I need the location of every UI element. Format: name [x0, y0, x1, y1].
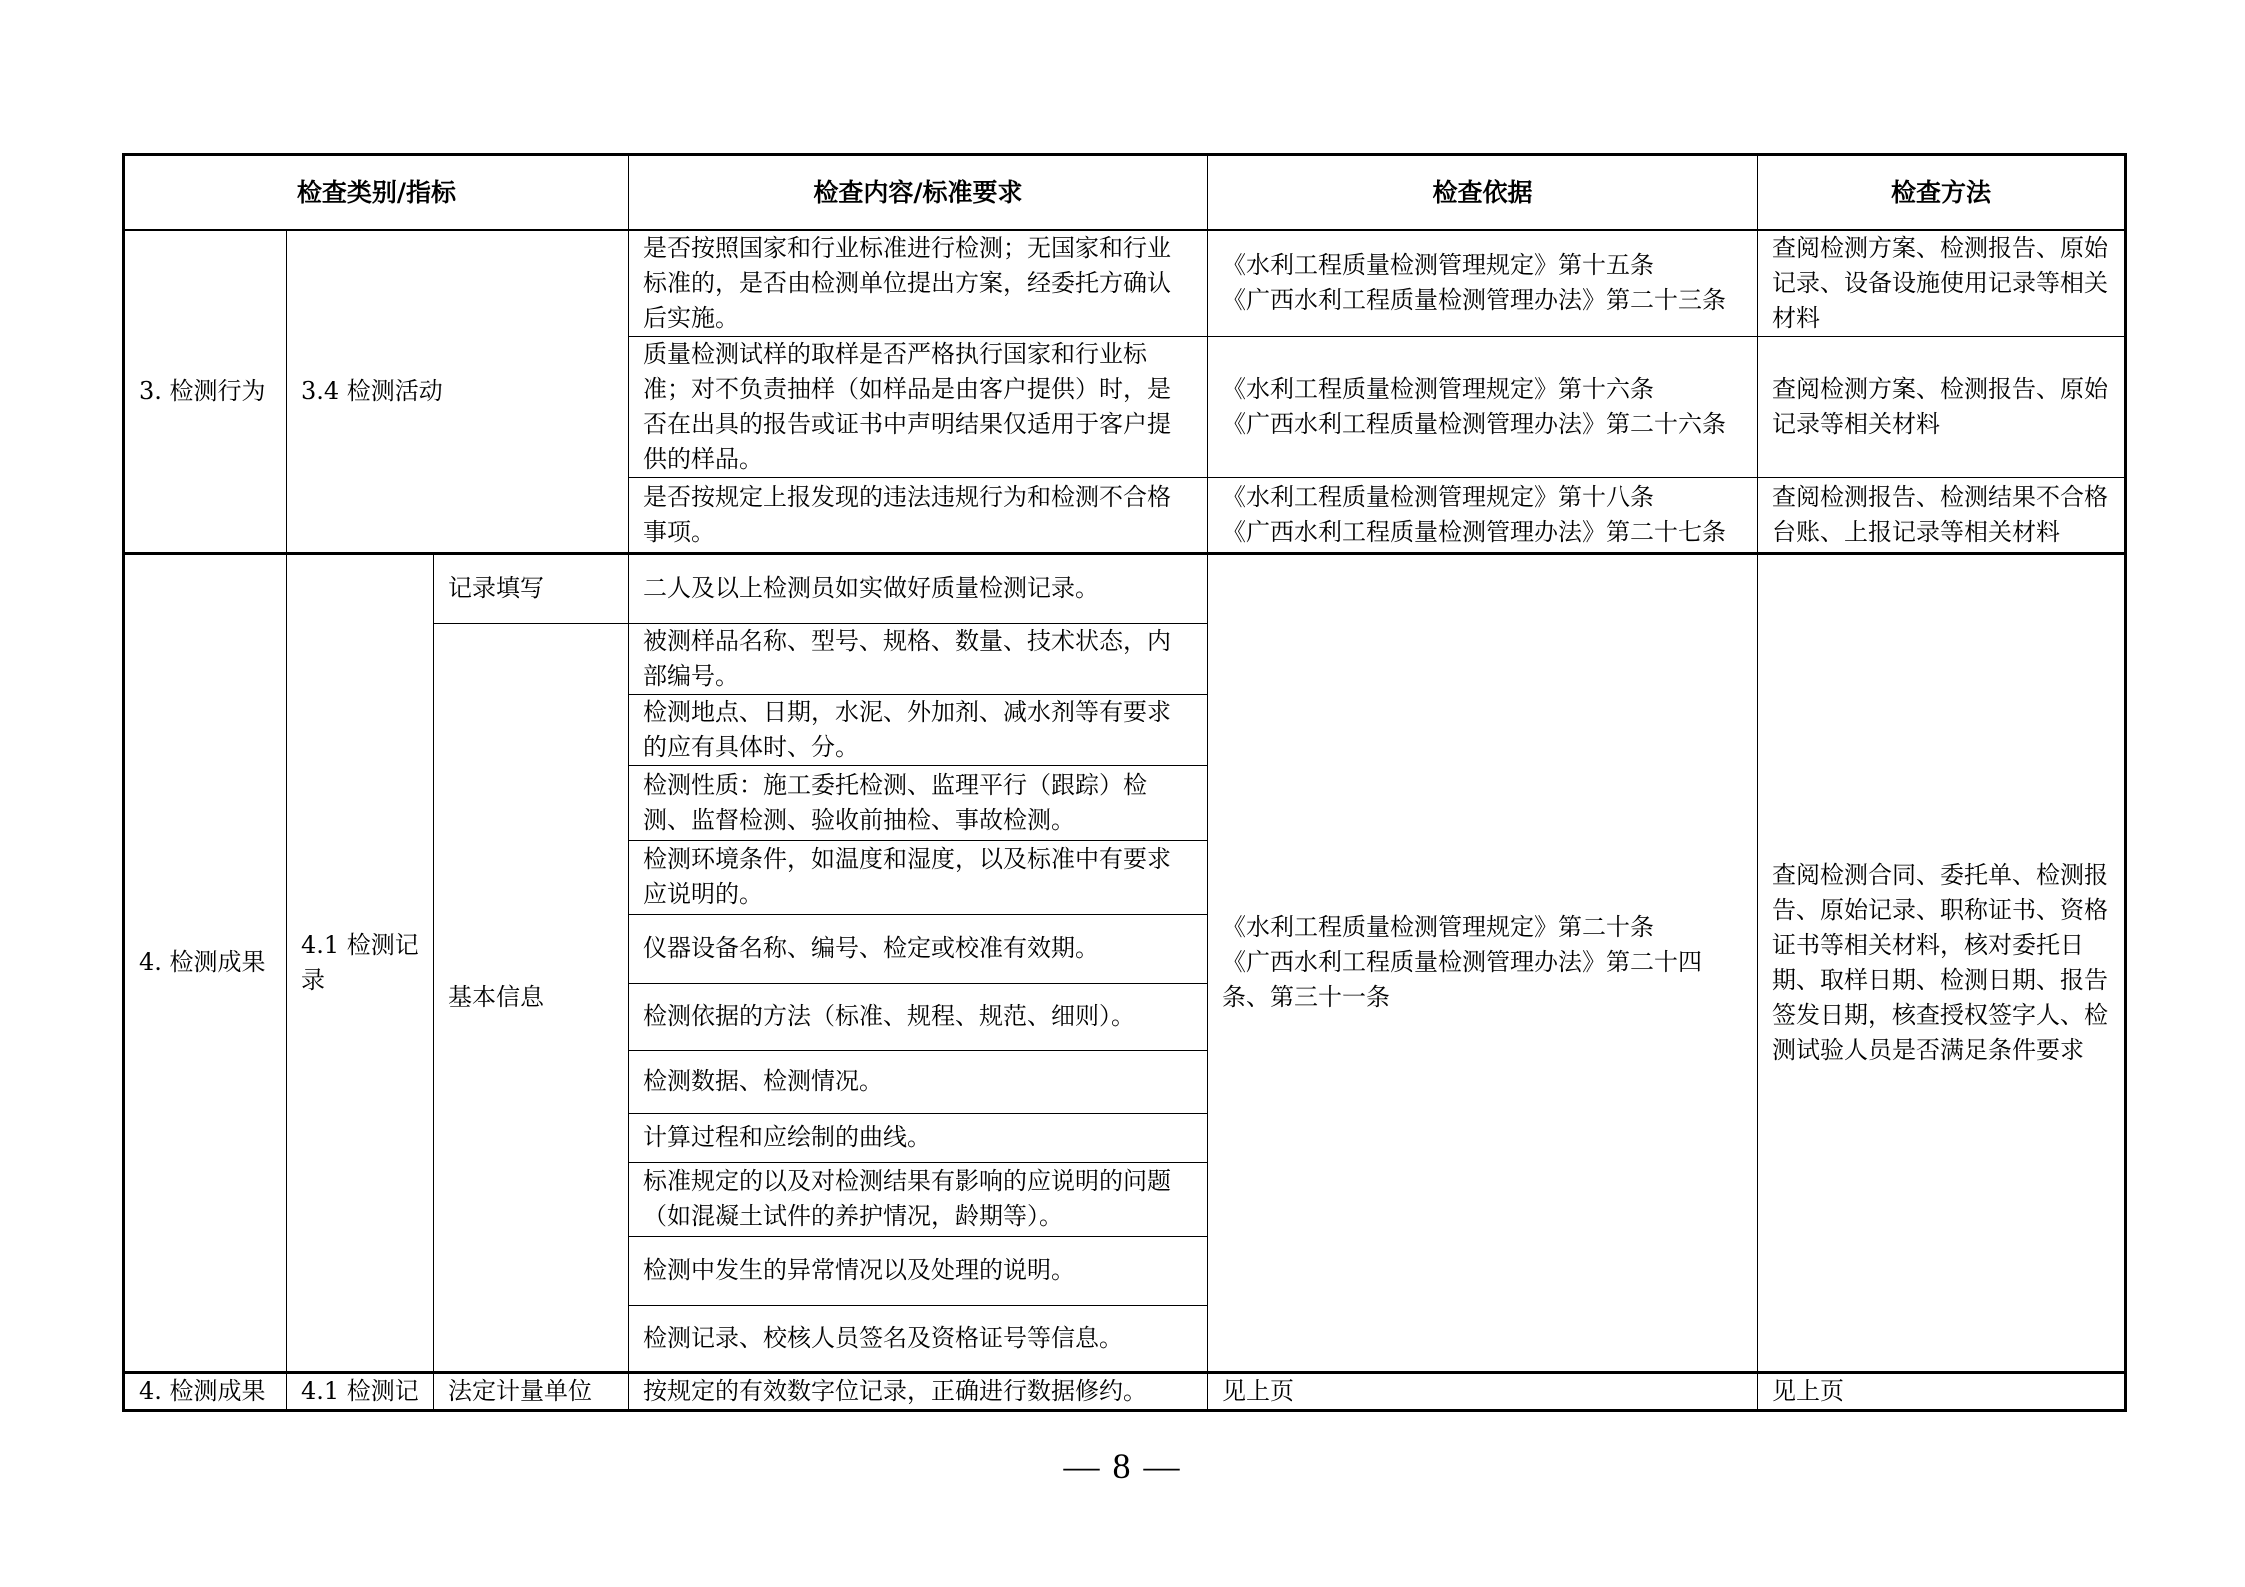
basis-line: 《水利工程质量检测管理规定》第十六条 [1222, 374, 1654, 403]
basis-line: 《广西水利工程质量检测管理办法》第二十四 [1222, 948, 1702, 976]
content-cell: 按规定的有效数字位记录，正确进行数据修约。 [629, 1372, 1208, 1410]
header-method: 检查方法 [1758, 155, 2126, 230]
indicator-cell: 4.1 检测记 [287, 1372, 434, 1410]
content-cell: 检测数据、检测情况。 [629, 1050, 1208, 1113]
content-cell: 是否按照国家和行业标准进行检测；无国家和行业标准的，是否由检测单位提出方案，经委托方确认后实施。 [629, 230, 1208, 337]
content-cell: 标准规定的以及对检测结果有影响的应说明的问题（如混凝土试件的养护情况，龄期等）。 [629, 1162, 1208, 1236]
method-cell: 查阅检测报告、检测结果不合格台账、上报记录等相关材料 [1758, 477, 2126, 553]
basis-cell: 见上页 [1208, 1372, 1758, 1410]
method-cell: 查阅检测合同、委托单、检测报告、原始记录、职称证书、资格证书等相关材料，核对委托日期、取样日期、检测日期、报告签发日期，核查授权签字人、检测试验人员是否满足条件要求 [1758, 553, 2126, 1372]
basis-cell [1208, 553, 1758, 1372]
header-basis: 检查依据 [1208, 155, 1758, 230]
table-row [124, 553, 2126, 623]
content-cell: 是否按规定上报发现的违法违规行为和检测不合格事项。 [629, 477, 1208, 553]
category-cell: 4. 检测成果 [124, 1372, 287, 1410]
content-cell: 计算过程和应绘制的曲线。 [629, 1113, 1208, 1162]
category-cell: 3. 检测行为 [124, 230, 287, 554]
header-content: 检查内容/标准要求 [629, 155, 1208, 230]
content-cell: 检测性质：施工委托检测、监理平行（跟踪）检测、监督检测、验收前抽检、事故检测。 [629, 765, 1208, 840]
basis-cell [1208, 336, 1758, 477]
content-cell: 二人及以上检测员如实做好质量检测记录。 [629, 553, 1208, 623]
basis-line: 《广西水利工程质量检测管理办法》第二十六条 [1222, 409, 1726, 438]
basis-line: 《水利工程质量检测管理规定》第二十条 [1222, 913, 1654, 941]
sub-indicator-cell: 基本信息 [434, 623, 629, 1372]
header-category: 检查类别/指标 [124, 155, 629, 230]
method-cell: 查阅检测方案、检测报告、原始记录、设备设施使用记录等相关材料 [1758, 230, 2126, 337]
inspection-table [122, 153, 2127, 1412]
basis-line: 《水利工程质量检测管理规定》第十五条 [1222, 251, 1654, 279]
method-cell: 见上页 [1758, 1372, 2126, 1410]
sub-indicator-cell: 记录填写 [434, 553, 629, 623]
content-cell: 被测样品名称、型号、规格、数量、技术状态，内部编号。 [629, 623, 1208, 694]
content-cell: 质量检测试样的取样是否严格执行国家和行业标准；对不负责抽样（如样品是由客户提供）时，是否在出具的报告或证书中声明结果仅适用于客户提供的样品。 [629, 336, 1208, 477]
basis-cell [1208, 477, 1758, 553]
sub-indicator-cell: 法定计量单位 [434, 1372, 629, 1410]
content-cell: 检测环境条件，如温度和湿度，以及标准中有要求应说明的。 [629, 840, 1208, 914]
content-cell: 检测依据的方法（标准、规程、规范、细则）。 [629, 983, 1208, 1050]
indicator-cell: 3.4 检测活动 [287, 230, 629, 554]
indicator-cell: 4.1 检测记录 [287, 553, 434, 1372]
content-cell: 检测地点、日期，水泥、外加剂、减水剂等有要求的应有具体时、分。 [629, 694, 1208, 765]
basis-line: 《广西水利工程质量检测管理办法》第二十七条 [1222, 517, 1726, 546]
content-cell: 检测中发生的异常情况以及处理的说明。 [629, 1236, 1208, 1305]
content-cell: 仪器设备名称、编号、检定或校准有效期。 [629, 914, 1208, 983]
table-header-row [124, 155, 2126, 230]
page-number: — 8 — [1063, 1446, 1182, 1486]
basis-line: 《水利工程质量检测管理规定》第十八条 [1222, 482, 1654, 511]
basis-line: 条、第三十一条 [1222, 983, 1390, 1011]
category-cell: 4. 检测成果 [124, 553, 287, 1372]
basis-cell [1208, 230, 1758, 337]
basis-line: 《广西水利工程质量检测管理办法》第二十三条 [1222, 286, 1726, 314]
table-row [124, 1372, 2126, 1410]
table-row [124, 230, 2126, 337]
content-cell: 检测记录、校核人员签名及资格证号等信息。 [629, 1305, 1208, 1372]
method-cell: 查阅检测方案、检测报告、原始记录等相关材料 [1758, 336, 2126, 477]
